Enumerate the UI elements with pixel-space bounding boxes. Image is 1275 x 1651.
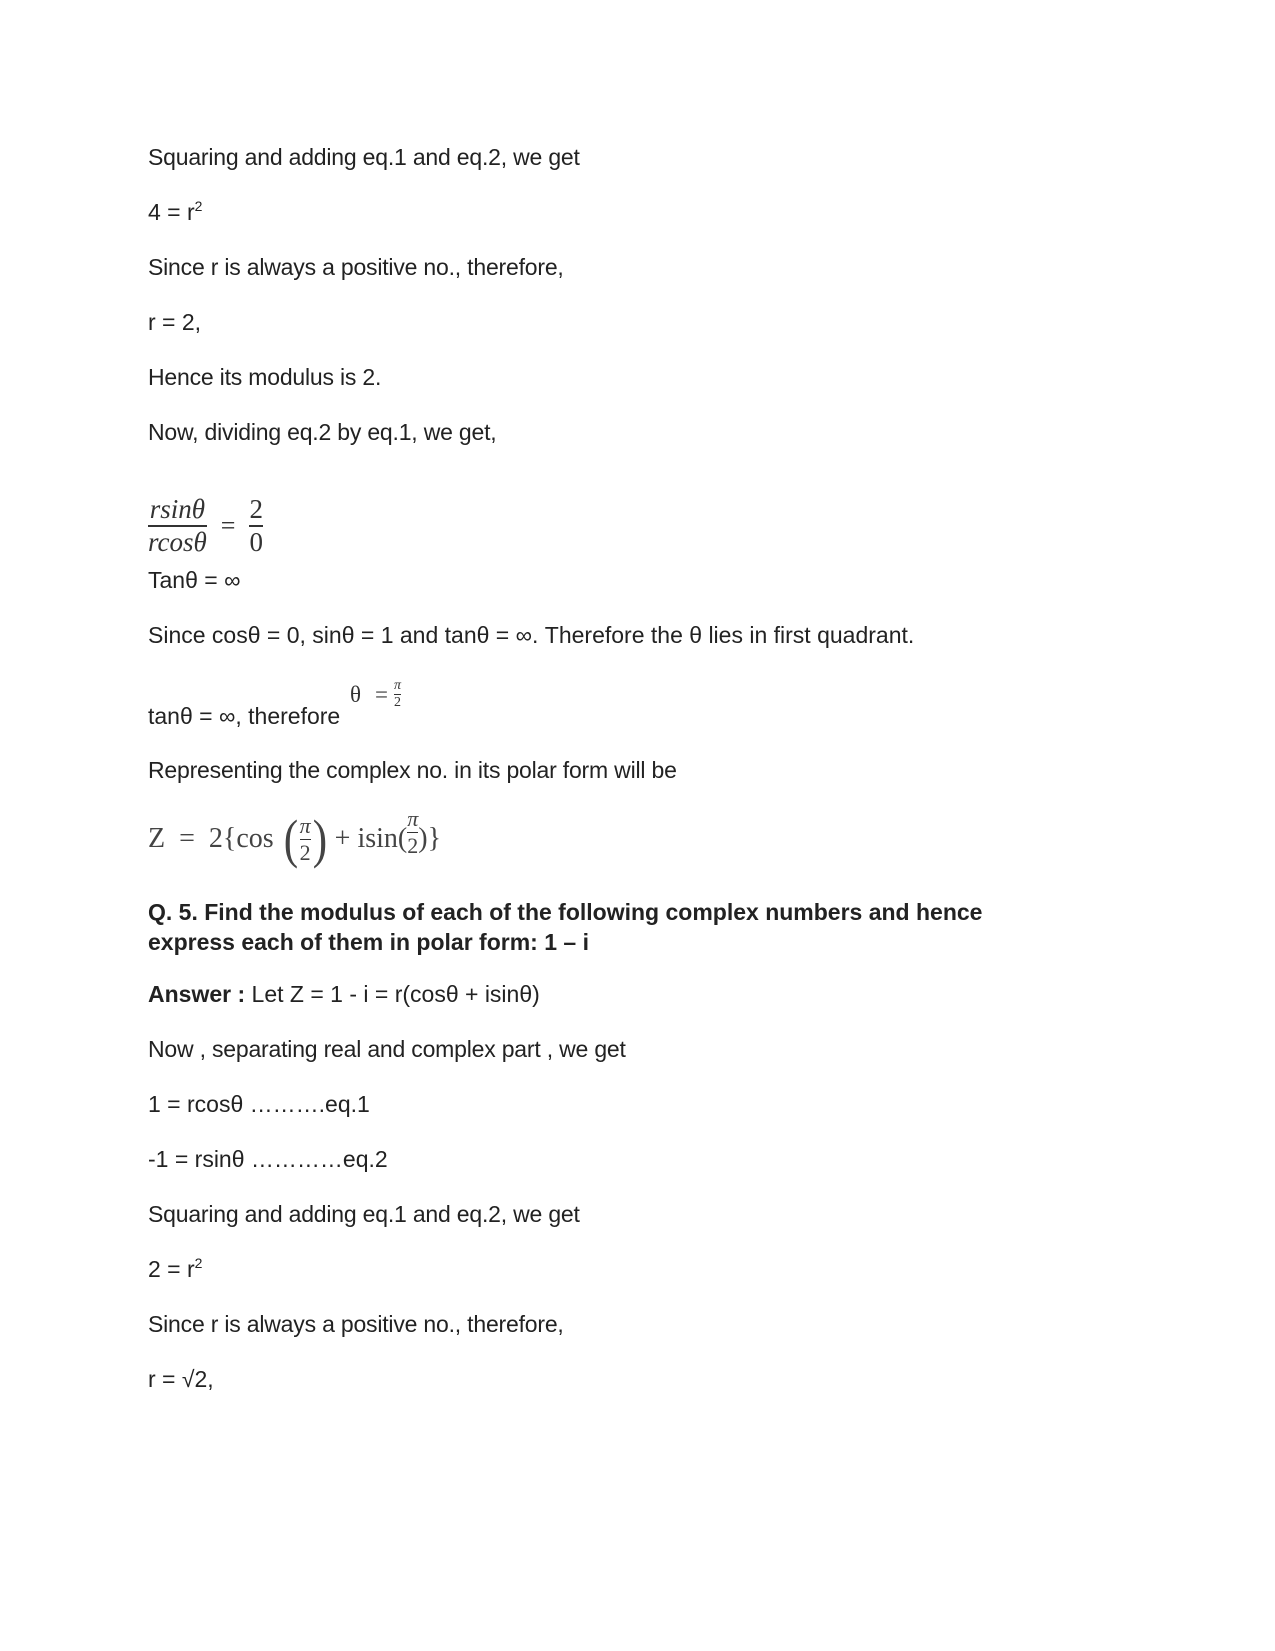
equation-text: 4 = r (148, 199, 195, 225)
text-line: Squaring and adding eq.1 and eq.2, we get (148, 1201, 580, 1227)
answer-text: Let Z = 1 - i = r(cosθ + isinθ) (251, 981, 540, 1007)
equals-sign: = (179, 823, 195, 854)
text-line: Since cosθ = 0, sinθ = 1 and tanθ = ∞. Therefore the θ lies in first quadrant. (148, 622, 915, 648)
text-line: Hence its modulus is 2. (148, 364, 382, 390)
text-line: -1 = rsinθ …………eq.2 (148, 1146, 388, 1172)
numerator: π (394, 678, 402, 693)
text-line: Squaring and adding eq.1 and eq.2, we get (148, 144, 580, 170)
z-symbol: Z (148, 823, 166, 854)
denominator: 2 (299, 839, 311, 865)
equals-sign: = (220, 511, 236, 540)
close-paren: ) (312, 809, 327, 869)
exponent: 2 (194, 1255, 203, 1271)
text-line: Tanθ = ∞ (148, 567, 241, 593)
answer-line (148, 980, 540, 1008)
fraction-right (249, 494, 263, 558)
numerator: π (407, 805, 419, 831)
closing-brace: )} (418, 823, 442, 854)
exponent: 2 (194, 198, 203, 214)
polar-form-equation (148, 805, 442, 869)
numerator: π (299, 812, 311, 838)
equals-sign: = (375, 681, 389, 707)
text-line: r = 2, (148, 309, 202, 335)
pi-over-two (394, 678, 401, 711)
fraction-left (148, 494, 207, 558)
text-line: Now, dividing eq.2 by eq.1, we get, (148, 419, 497, 445)
text-line: Representing the complex no. in its polar form will be (148, 757, 677, 783)
numerator: rsinθ (149, 494, 206, 524)
plus-isin: + isin( (334, 823, 408, 854)
denominator: rcosθ (148, 527, 207, 557)
denominator: 2 (394, 695, 402, 710)
equation-r-squared (148, 1255, 202, 1283)
text-line: r = √2, (148, 1366, 214, 1392)
question-heading: Q. 5. Find the modulus of each of the following complex numbers and hence express each of them in polar form: 1 – i (148, 899, 983, 955)
text-line: Now , separating real and complex part , we get (148, 1036, 626, 1062)
text-line: Since r is always a positive no., therefore, (148, 254, 564, 280)
theta-symbol: θ (350, 681, 362, 707)
polar-coefficient: 2{cos (208, 823, 274, 854)
fraction-equation (148, 494, 263, 558)
text-line: tanθ = ∞, therefore (148, 703, 341, 729)
equation-r-squared (148, 198, 202, 226)
denominator: 0 (249, 527, 263, 557)
open-paren: ( (283, 809, 298, 869)
pi-over-two (407, 806, 418, 859)
equation-text: 2 = r (148, 1256, 195, 1282)
theta-equation (350, 678, 401, 711)
pi-over-two (300, 813, 311, 866)
text-line: 1 = rcosθ ……….eq.1 (148, 1091, 370, 1117)
answer-label: Answer : (148, 981, 246, 1007)
text-line: Since r is always a positive no., therefore, (148, 1311, 564, 1337)
numerator: 2 (249, 494, 263, 524)
denominator: 2 (407, 832, 419, 858)
